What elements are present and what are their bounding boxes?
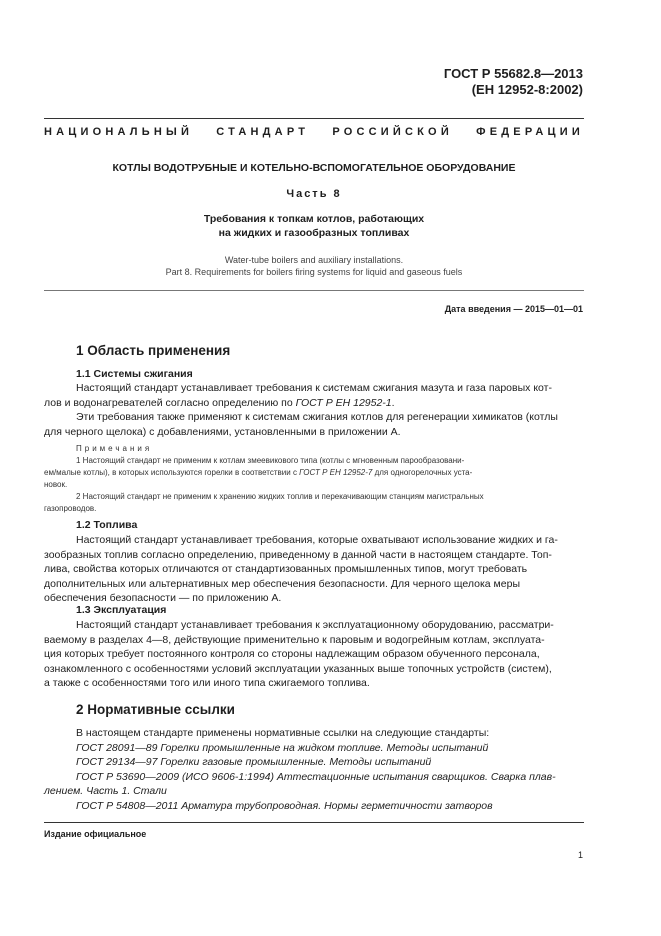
text-line: Настоящий стандарт устанавливает требования, которые охватывают использование жидких и га-	[76, 534, 558, 546]
subtitle-line-1: Требования к топкам котлов, работающих	[203, 213, 425, 225]
reference-link: ГОСТ Р ЕН 12952-7	[299, 468, 373, 477]
edition-label: Издание официальное	[44, 829, 147, 839]
english-title-line-2: Part 8. Requirements for boilers firing systems for liquid and gaseous fuels	[165, 267, 463, 277]
text-fragment: лов и водонагревателей согласно определению по	[44, 396, 296, 409]
text-line: обеспечения безопасности — по приложению А.	[44, 592, 282, 604]
text-fragment: ем/малые котлы), в которых используются горелки в соответствии с	[44, 468, 300, 477]
section-2-heading: 2 Нормативные ссылки	[76, 702, 235, 717]
section-1-1-heading: 1.1 Системы сжигания	[76, 368, 193, 380]
top-rule	[44, 118, 584, 119]
part-label: Часть 8	[286, 188, 342, 200]
text-line: Настоящий стандарт устанавливает требования к системам сжигания мазута и газа паровых кот-	[76, 382, 552, 394]
effective-date: Дата введения — 2015—01—01	[444, 304, 583, 314]
document-title: КОТЛЫ ВОДОТРУБНЫЕ И КОТЕЛЬНО-ВСПОМОГАТЕЛЬНОЕ ОБОРУДОВАНИЕ	[112, 162, 516, 174]
note-line: 2 Настоящий стандарт не применим к хранению жидких топлив и перекачивающим станциям магистральных	[76, 492, 484, 501]
title-rule	[44, 290, 584, 291]
text-line: Настоящий стандарт устанавливает требования к эксплуатационному оборудованию, рассматри-	[76, 619, 554, 631]
note-line: газопроводов.	[44, 504, 97, 513]
notes-heading: Примечания	[76, 444, 153, 453]
section-1-2-text	[44, 533, 584, 606]
section-1-3-heading: 1.3 Эксплуатация	[76, 604, 167, 616]
reference-entry: ГОСТ 29134—97 Горелки газовые промышленные. Методы испытаний	[76, 756, 432, 768]
text-line: для черного щелока) с добавлениями, установленными в приложении А.	[44, 425, 401, 438]
text-line: ция которых требует постоянного контроля со стороны надлежащим образом обученного персонала,	[44, 648, 540, 660]
section-2-text	[44, 726, 584, 813]
standard-code-en: (ЕН 12952-8:2002)	[471, 82, 583, 97]
text-line: лива, свойства которых отличаются от стандартизованных промышленных типов, могут требовать	[44, 563, 528, 575]
text-line: зообразных топлив согласно определению, приведенному в данной части в настоящем стандарте. Топ-	[44, 548, 552, 561]
section-1-heading: 1 Область применения	[76, 343, 231, 358]
reference-entry: ГОСТ Р 54808—2011 Арматура трубопроводная. Нормы герметичности затворов	[76, 799, 493, 812]
reference-entry: лением. Часть 1. Стали	[44, 785, 167, 797]
note-line: 1 Настоящий стандарт не применим к котлам змеевикового типа (котлы с мгновенным парообразовани-	[76, 456, 465, 465]
text-fragment: для одногорелочных уста-	[372, 468, 473, 477]
notes-block	[44, 443, 584, 515]
section-1-1-text	[44, 381, 584, 439]
text-line	[44, 396, 584, 411]
standard-code: ГОСТ Р 55682.8—2013	[443, 66, 583, 81]
reference-entry: ГОСТ Р 53690—2009 (ИСО 9606-1:1994) Аттестационные испытания сварщиков. Сварка плав-	[76, 770, 556, 783]
text-line: дополнительных или альтернативных мер обеспечения безопасности. Для черного щелока меры	[44, 577, 520, 590]
page-number: 1	[577, 850, 583, 860]
text-fragment: .	[391, 396, 395, 409]
reference-link: ГОСТ Р ЕН 12952-1	[295, 396, 392, 409]
text-line: ваемому в разделах 4—8, действующие применительно к паровым и водогрейным котлам, эксплуата-	[44, 633, 545, 646]
subtitle-line-2: на жидких и газообразных топливах	[218, 227, 410, 239]
section-1-2-heading: 1.2 Топлива	[76, 519, 138, 531]
english-title-line-1: Water-tube boilers and auxiliary installations.	[224, 255, 404, 265]
text-line: ознакомленного с особенностями условий эксплуатации указанных выше топочных устройств (систем),	[44, 662, 552, 675]
footer-rule	[44, 822, 584, 823]
national-standard-banner: НАЦИОНАЛЬНЫЙ СТАНДАРТ РОССИЙСКОЙ ФЕДЕРАЦИИ	[44, 126, 584, 138]
section-1-3-text	[44, 618, 584, 691]
text-line: Эти требования также применяют к системам сжигания котлов для регенерации химикатов (котлы	[76, 411, 558, 423]
note-line: новок.	[44, 480, 68, 489]
text-line: а также с особенностями того или иного типа сжигаемого топлива.	[44, 677, 370, 689]
text-line: В настоящем стандарте применены нормативные ссылки на следующие стандарты:	[76, 727, 490, 739]
reference-entry: ГОСТ 28091—89 Горелки промышленные на жидком топливе. Методы испытаний	[76, 741, 489, 754]
note-line	[44, 467, 584, 479]
